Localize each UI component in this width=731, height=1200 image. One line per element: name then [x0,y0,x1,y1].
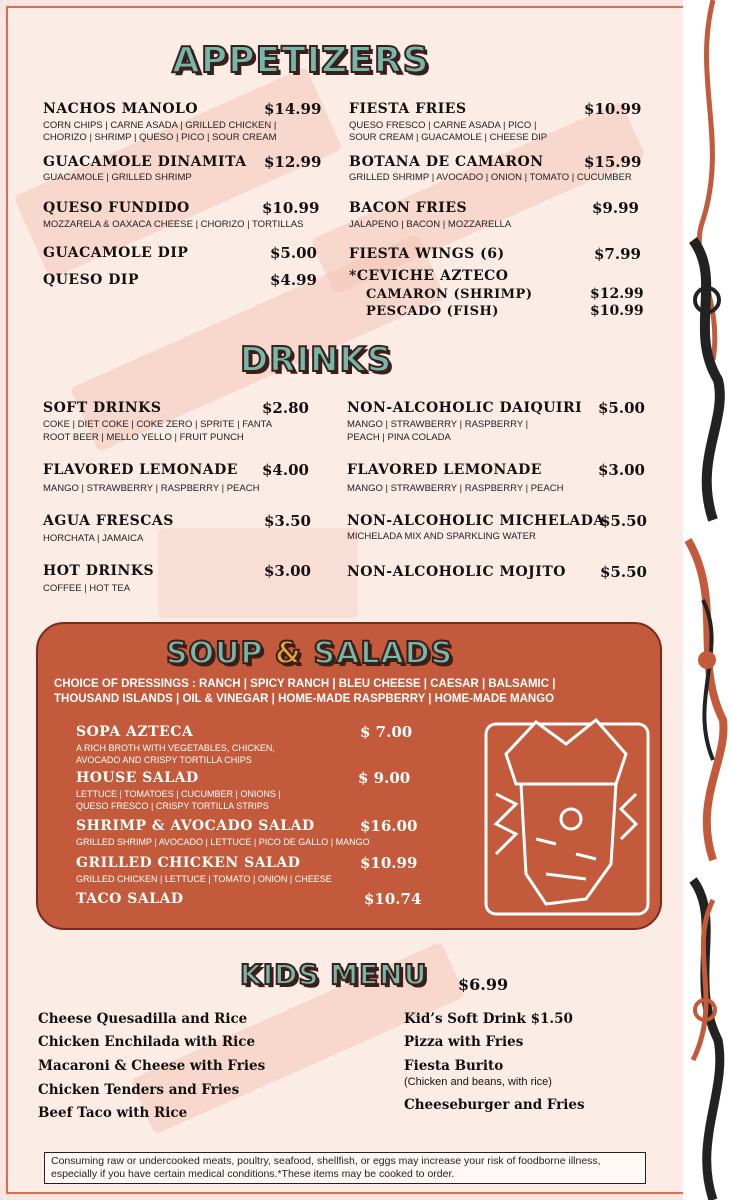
menu-item-price: $4.00 [262,461,309,479]
menu-item-price: $3.00 [264,562,311,580]
menu-item-price: $4.99 [270,271,317,289]
menu-item-desc: PEACH | PINA COLADA [347,432,451,443]
bg-pyramid [158,528,358,618]
menu-item-price: $10.99 [584,100,642,118]
menu-item-desc: MANGO | STRAWBERRY | RASPBERRY | PEACH [347,483,564,494]
menu-item-desc: GRILLED CHICKEN | LETTUCE | TOMATO | ONION | CHEESE [76,874,332,884]
menu-item-desc: LETTUCE | TOMATOES | CUCUMBER | ONIONS | [76,789,281,799]
menu-item-name: GRILLED CHICKEN SALAD [76,855,301,871]
ceviche-option: PESCADO (FISH) [366,304,499,319]
menu-item-name: GUACAMOLE DINAMITA [43,154,247,170]
menu-item-name: QUESO FUNDIDO [43,200,190,216]
menu-item-name: NON-ALCOHOLIC MICHELADA [347,513,605,529]
soup-heading-b: SALADS [313,636,454,671]
menu-item-desc: MICHELADA MIX AND SPARKLING WATER [347,531,536,542]
menu-item-desc: COFFEE | HOT TEA [43,583,131,594]
kids-menu-heading: KIDS MENU [240,958,428,991]
menu-item-price: $15.99 [584,153,642,171]
menu-item-desc: CORN CHIPS | CARNE ASADA | GRILLED CHICKEN | [43,120,277,131]
aztec-warrior-illustration [476,714,658,924]
menu-item-name: SHRIMP & AVOCADO SALAD [76,818,315,834]
ceviche-title: *CEVICHE AZTECO [349,268,509,284]
kids-menu-price: $6.99 [458,975,509,994]
menu-item-name: BOTANA DE CAMARON [349,154,544,170]
menu-item-price: $9.99 [592,199,639,217]
dressings-line: CHOICE OF DRESSINGS : RANCH | SPICY RANCH | BLEU CHEESE | CAESAR | BALSAMIC | [54,678,556,690]
menu-item-name: GUACAMOLE DIP [43,245,189,261]
menu-item-desc: AVOCADO AND CRISPY TORTILLA CHIPS [76,755,252,765]
menu-item-name: FIESTA FRIES [349,101,467,117]
menu-item-desc: GRILLED SHRIMP | AVOCADO | LETTUCE | PICO DE GALLO | MANGO [76,837,370,847]
menu-item-name: FLAVORED LEMONADE [347,462,542,478]
menu-item-name: SOFT DRINKS [43,400,162,416]
menu-item-desc: MOZZARELA & OAXACA CHEESE | CHORIZO | TORTILLAS [43,219,304,230]
menu-item-price: $ 7.00 [360,723,413,741]
kids-item: Fiesta Burito [404,1058,504,1074]
ceviche-price: $12.99 [590,286,644,302]
menu-item-desc: GRILLED SHRIMP | AVOCADO | ONION | TOMATO | CUCUMBER [349,172,632,183]
menu-item-price: $5.00 [270,244,317,262]
menu-item-price: $14.99 [264,100,322,118]
menu-item-price: $10.99 [262,199,320,217]
menu-item-price: $7.99 [594,245,641,263]
menu-item-name: FIESTA WINGS (6) [349,246,505,262]
menu-item-desc: GUACAMOLE | GRILLED SHRIMP [43,172,192,183]
kids-item: Kid’s Soft Drink $1.50 [404,1011,573,1027]
menu-item-name: NON-ALCOHOLIC DAIQUIRI [347,400,583,416]
menu-item-price: $2.80 [262,399,309,417]
ceviche-option: CAMARON (SHRIMP) [366,287,533,302]
dressings-line: THOUSAND ISLANDS | OIL & VINEGAR | HOME-MADE RASPBERRY | HOME-MADE MANGO [54,693,555,705]
menu-item-price: $5.50 [600,563,647,581]
menu-item-name: HOUSE SALAD [76,770,199,786]
menu-item-desc: QUESO FRESCO | CARNE ASADA | PICO | [349,120,537,131]
ceviche-price: $10.99 [590,303,644,319]
menu-item-price: $5.00 [598,399,645,417]
menu-item-desc: ROOT BEER | MELLO YELLO | FRUIT PUNCH [43,432,244,443]
menu-item-desc: A RICH BROTH WITH VEGETABLES, CHICKEN, [76,743,275,753]
menu-item-desc: MANGO | STRAWBERRY | RASPBERRY | [347,419,529,430]
appetizers-heading: APPETIZERS [172,40,430,81]
menu-item-desc: COKE | DIET COKE | COKE ZERO | SPRITE | FANTA [43,419,273,430]
menu-item-name: SOPA AZTECA [76,724,194,740]
kids-item: Chicken Tenders and Fries [38,1082,240,1098]
menu-item-price: $12.99 [264,153,322,171]
kids-item: Cheese Quesadilla and Rice [38,1011,248,1027]
menu-item-name: BACON FRIES [349,200,468,216]
menu-item-price: $10.74 [364,890,422,908]
menu-item-name: HOT DRINKS [43,563,155,579]
menu-item-name: QUESO DIP [43,272,139,288]
menu-item-price: $16.00 [360,817,418,835]
soup-heading [166,636,453,671]
menu-item-desc: JALAPENO | BACON | MOZZARELLA [349,219,512,230]
menu-item-price: $3.50 [264,512,311,530]
kids-item: Macaroni & Cheese with Fries [38,1058,266,1074]
kids-item-sub: (Chicken and beans, with rice) [404,1076,552,1088]
menu-item-name: AGUA FRESCAS [43,513,174,529]
menu-item-desc: MANGO | STRAWBERRY | RASPBERRY | PEACH [43,483,260,494]
soup-heading-amp: & [274,636,303,671]
menu-item-price: $3.00 [598,461,645,479]
soup-heading-a: SOUP [166,636,264,671]
menu-item-price: $5.50 [600,512,647,530]
kids-item: Chicken Enchilada with Rice [38,1034,256,1050]
kids-item: Beef Taco with Rice [38,1105,188,1121]
menu-item-price: $ 9.00 [358,769,411,787]
menu-item-desc: HORCHATA | JAMAICA [43,533,144,544]
menu-item-name: NON-ALCOHOLIC MOJITO [347,564,566,580]
drinks-heading: DRINKS [240,340,393,380]
menu-item-price: $10.99 [360,854,418,872]
kids-item: Cheeseburger and Fries [404,1097,585,1113]
menu-item-name: TACO SALAD [76,891,184,907]
menu-item-name: NACHOS MANOLO [43,101,199,117]
kids-item: Pizza with Fries [404,1034,524,1050]
menu-item-desc: SOUR CREAM | GUACAMOLE | CHEESE DIP [349,132,548,143]
menu-item-desc: CHORIZO | SHRIMP | QUESO | PICO | SOUR CREAM [43,132,277,143]
tribal-border-decoration [683,0,731,1200]
menu-item-name: FLAVORED LEMONADE [43,462,238,478]
food-safety-notice: Consuming raw or undercooked meats, poultry, seafood, shellfish, or eggs may increase your risk of foodborne illness, especially if you have certain medical conditions.*These items may be cooked to order. [44,1152,646,1184]
menu-item-desc: QUESO FRESCO | CRISPY TORTILLA STRIPS [76,801,269,811]
